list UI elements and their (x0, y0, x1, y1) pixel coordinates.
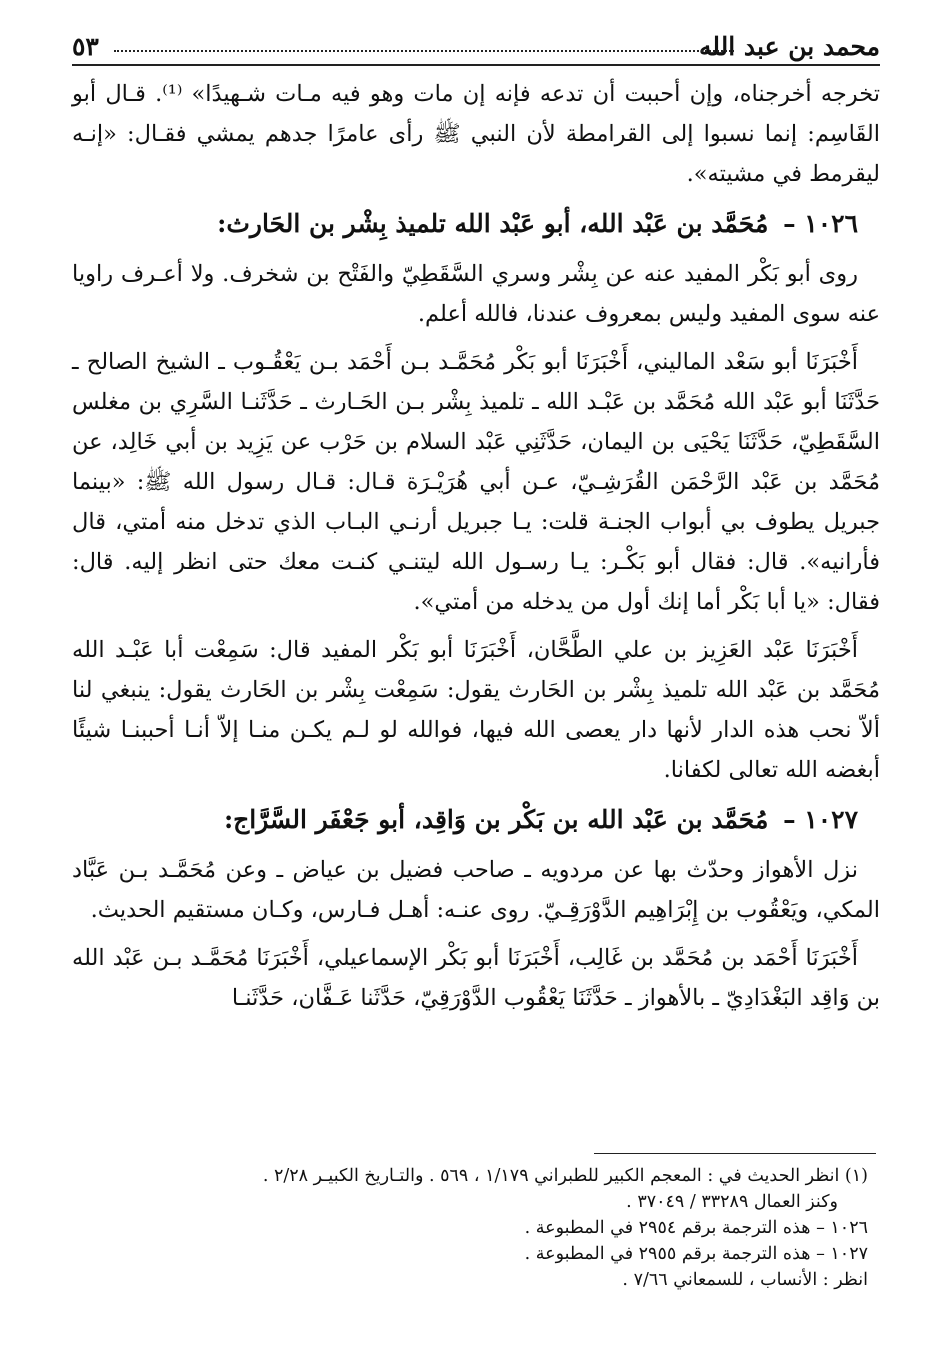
page-number: ٥٣ (72, 32, 99, 61)
footnote-1: (١) انظر الحديث في : المعجم الكبير للطبراني ١/١٧٩ ، ٥٦٩ . والتـاريخ الكبيـر ٢/٢٨ . (262, 1166, 868, 1186)
paragraph-hadith: أَخْبَرَنَا أبو سَعْد الماليني، أَخْبَرَنَا أبو بَكْر مُحَمَّـد بـن أَحْمَد بـن يَعْقُـوب ـ الشيخ الصالح ـ حَدَّثَنَا أبو عَبْد الله مُحَمَّد بن عَبْـد الله ـ تلميذ بِشْر بـن الحَـارث ـ حَدَّثَنـا السَّرِي بن مغلس السَّقَطِيّ، حَدَّثَنَا يَحْيَى بن اليمان، حَدَّثَنِي عَبْد السلام بن حَرْب عن يَزِيد بن أبي خَالِد، عن مُحَمَّد بن عَبْد الرَّحْمَن القُرَشِـيّ، عـن أبي هُرَيْـرَة قـال: قـال رسول الله ﷺ: «بينما جبريل يطوف بي أبواب الجنـة قلت: يـا جبريل أرنـي البـاب الذي تدخل منه أمتي، قال فأرانيه». قال: فقال أبو بَكْـر: يـا رسـول الله ليتنـي كنـت معك حتى انظر إليه. قال: فقال: «يا أبا بَكْر أما إنك أول من يدخله من أمتي». (72, 349, 880, 615)
book-page (72, 28, 880, 1026)
running-title: محمد بن عبد الله (698, 32, 880, 61)
footnote-entry-1027: ١٠٢٧ – هذه الترجمة برقم ٢٩٥٥ في المطبوعة . (524, 1244, 868, 1264)
entry-number: ١٠٢٧ – (783, 805, 858, 834)
footnotes (68, 1153, 876, 1294)
entry-title: مُحَمَّد بن عَبْد الله بن بَكْر بن وَاقِد، أبو جَعْفَر السَّرَّاج: (223, 805, 769, 834)
entry-heading-1027 (72, 800, 880, 840)
paragraph: أَخْبَرَنَا عَبْد العَزِيز بن علي الطَّحَّان، أَخْبَرَنَا أبو بَكْر المفيد قال: سَمِعْت أبا عَبْـد الله مُحَمَّد بن عَبْد الله تلميذ بِشْر بن الحَارث يقول: سَمِعْت بِشْر بن الحَارث يقول: ينبغي لنا ألاّ نحب هذه الدار لأنها دار يعصى الله فيها، فوالله لو لـم يكـن منـا إلاّ أنـا أحببنـا شيئًا أبغضه الله تعالى لكفانا. (72, 637, 880, 783)
paragraph-hadith: أَخْبَرَنَا أَحْمَد بن مُحَمَّد بن غَالِب، أَخْبَرَنَا أبو بَكْر الإسماعيلي، أَخْبَرَنَا مُحَمَّـد بـن عَبْد الله بن وَاقِد البَغْدَادِيّ ـ بالأهواز ـ حَدَّثَنَا يَعْقُوب الدَّوْرَقِيّ، حَدَّثَنا عَـفَّان، حَدَّثَنـا (72, 945, 880, 1011)
page-body (72, 74, 880, 1018)
paragraph-continuation: تخرجه أخرجناه، وإن أحببت أن تدعه فإنه إن مات وهو فيه مـات شـهيدًا» ⁽¹⁾. قـال أبو القَاسِم: إنما نسبوا إلى القرامطة لأن النبي ﷺ رأى عامرًا جدهم يمشي فقـال: «إنـه ليقرمط في مشيته». (72, 81, 881, 187)
footnote-entry-1026: ١٠٢٦ – هذه الترجمة برقم ٢٩٥٤ في المطبوعة . (524, 1218, 868, 1238)
running-header (72, 28, 880, 66)
paragraph: روى أبو بَكْر المفيد عنه عن بِشْر وسري السَّقَطِيّ والفَتْح بن شخرف. ولا أعـرف راويا عنه سوى المفيد وليس بمعروف عندنا، فالله أعلم. (72, 261, 880, 327)
paragraph: نزل الأهواز وحدّث بها عن مردويه ـ صاحب فضيل بن عياض ـ وعن مُحَمَّـد بـن عَبَّاد المكي، ويَعْقُوب بن إِبْرَاهِيم الدَّوْرَقِـيّ. روى عنـه: أهـل فـارس، وكـان مستقيم الحديث. (72, 857, 880, 923)
entry-title: مُحَمَّد بن عَبْد الله، أبو عَبْد الله تلميذ بِشْر بن الحَارث: (217, 209, 769, 238)
footnote-ansab: انظر : الأنساب ، للسمعاني ٧/٦٦ . (622, 1270, 868, 1290)
entry-heading-1026 (72, 204, 880, 244)
footnote-rule (594, 1153, 876, 1154)
entry-number: ١٠٢٦ – (783, 209, 858, 238)
footnote-1-continued: وكنز العمال ٣٣٢٨٩ / ٣٧٠٤٩ . (626, 1192, 838, 1212)
leader-dots (114, 50, 734, 52)
